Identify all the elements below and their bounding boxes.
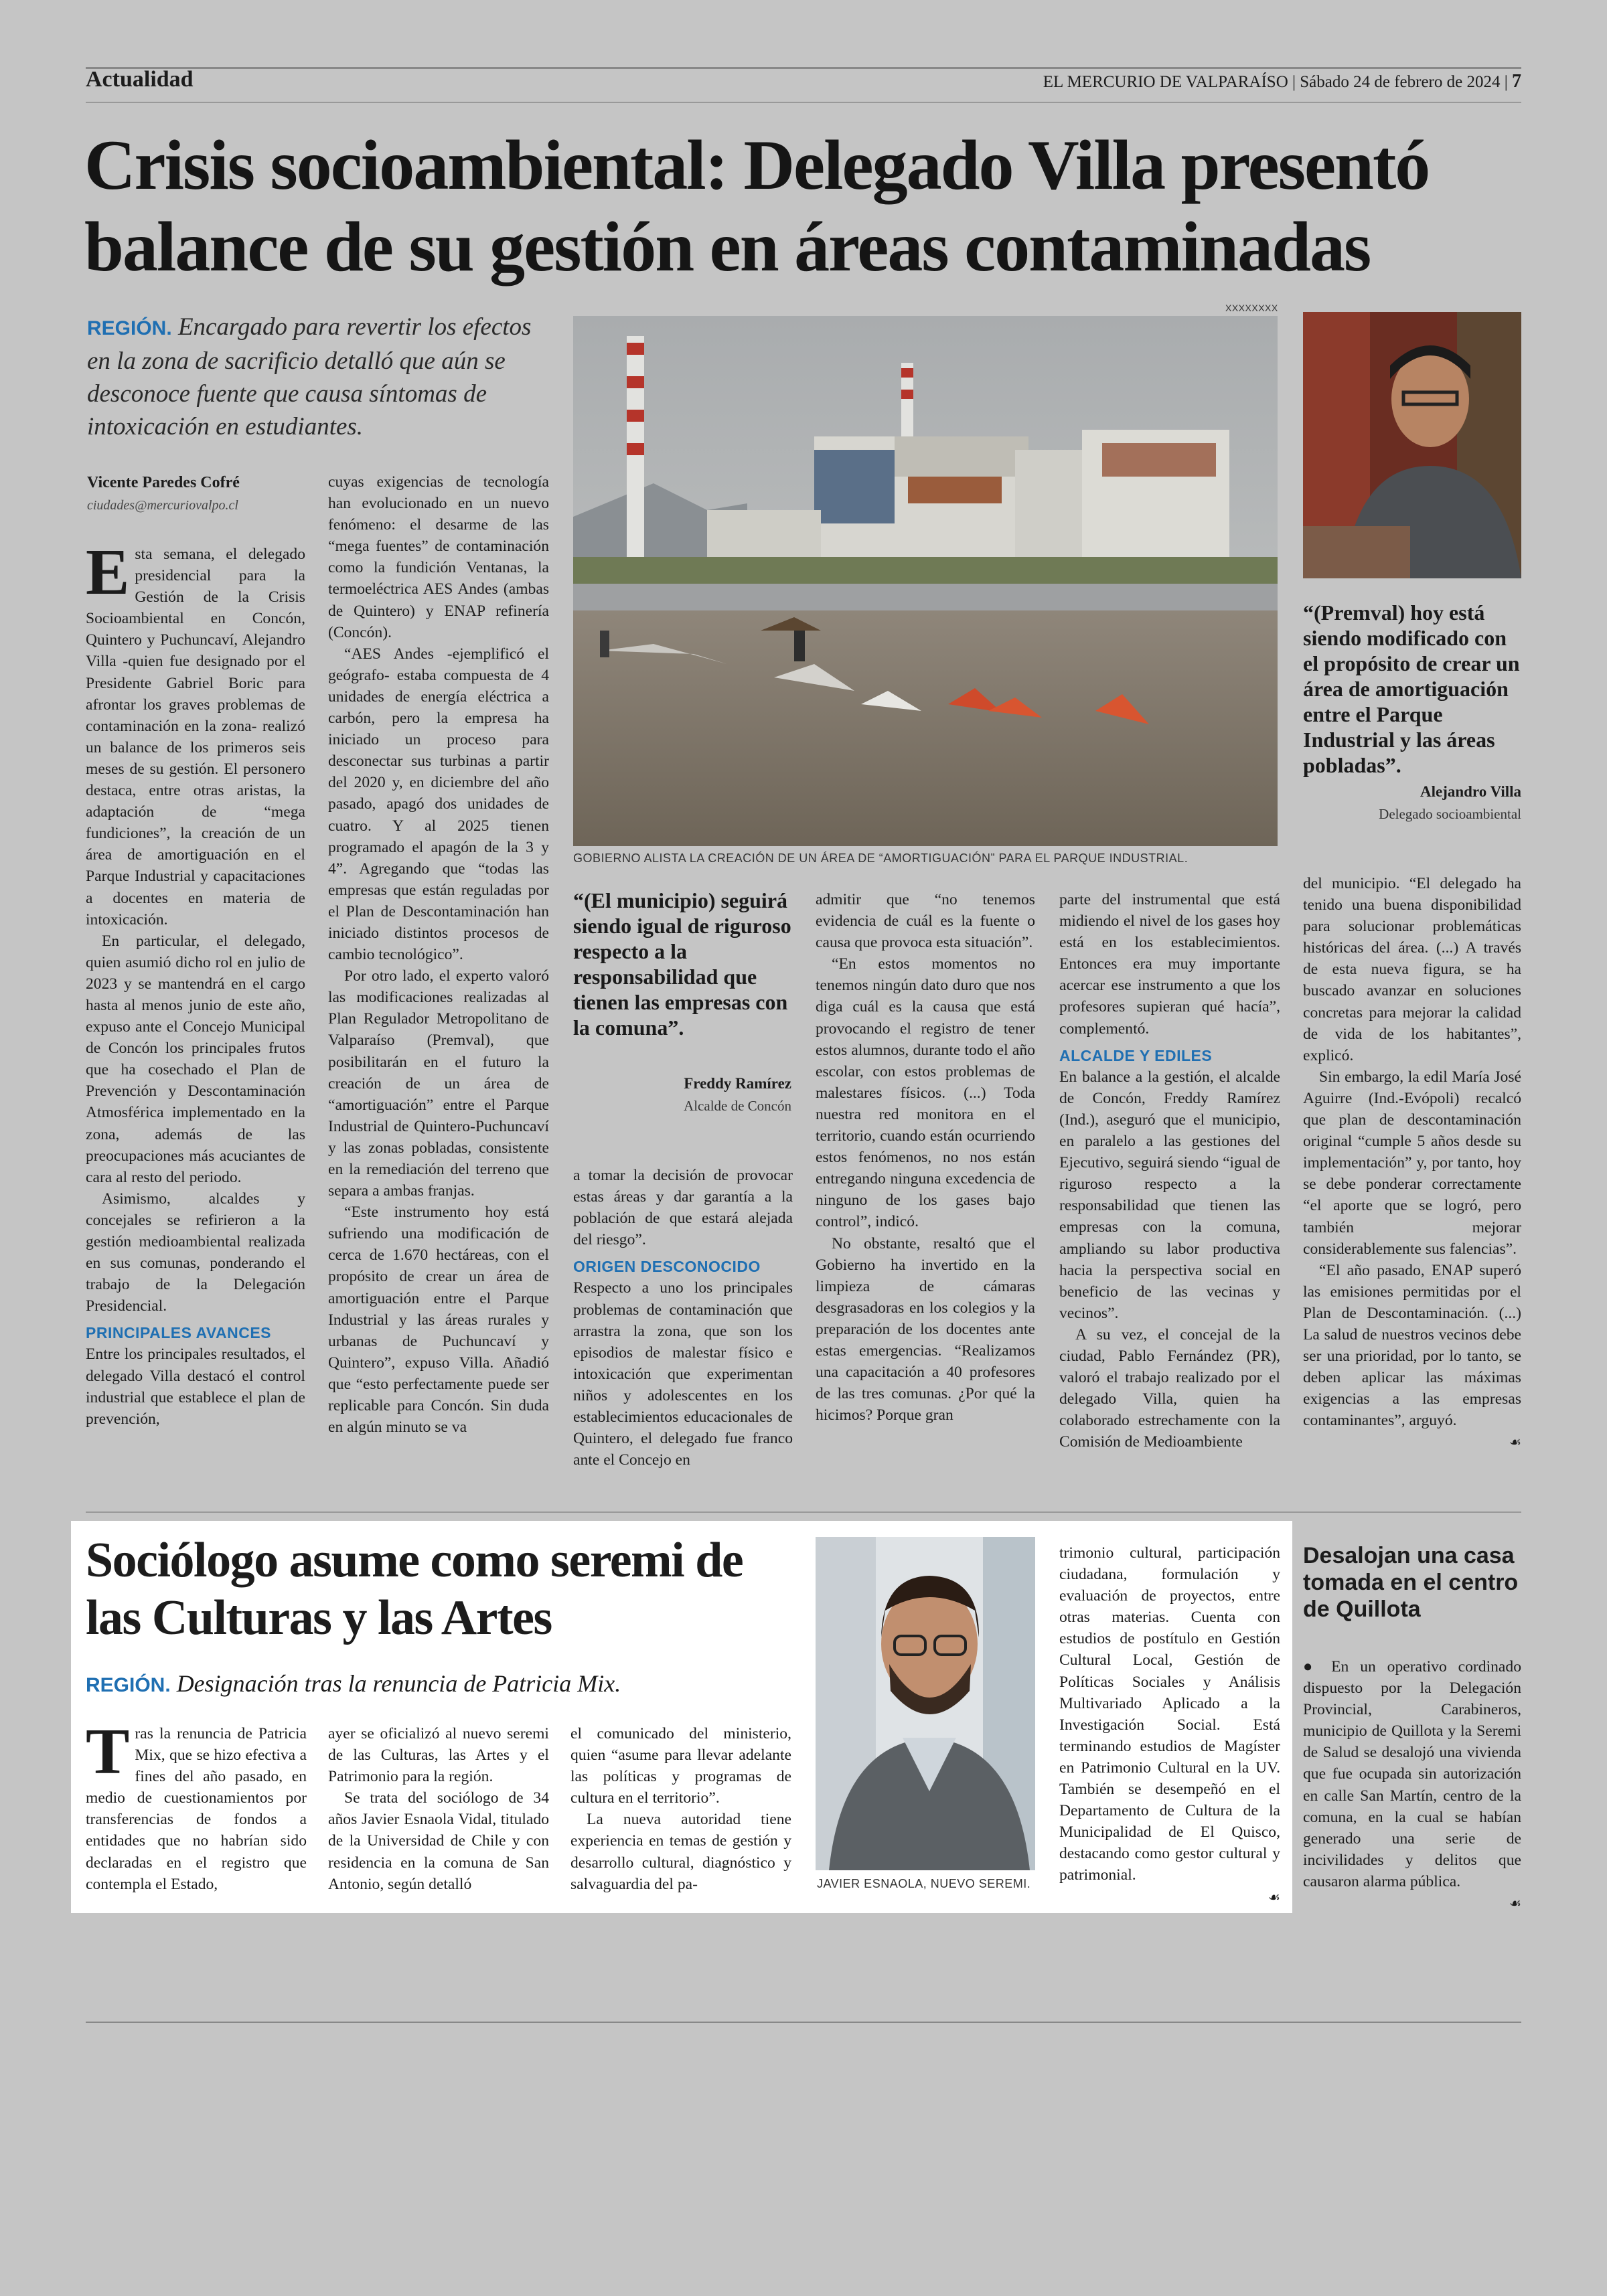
quillota-body: En un operativo cordinado dispuesto por la Delegación Provincial, Carabineros, municipio de Quillota y la Seremi de Salud se desalojó una vivienda que fue ocupada sin autorización en calle San Martín, centro de la comuna, en la cual se habían generado una serie de incivilidades y delitos que causaron alarma pública.	[1303, 1658, 1521, 1890]
article1-column-4	[816, 889, 1035, 1426]
col5-paragraph-2: En balance a la gestión, el alcalde de Concón, Freddy Ramírez (Ind.), aseguró que el municipio, en paralelo a las gestiones del Ejecutivo, seguirá siendo “igual de riguroso respecto a la responsabilidad que tienen las empresas con la comuna, ampliando su labor productiva hacia la perspectiva social en beneficio de las vecinas y vecinos”.	[1059, 1068, 1280, 1322]
col6-paragraph-1: del municipio. “El delegado ha tenido una buena disponibilidad para solucionar problemáticas históricas del área. (...) A través de esta nueva figura, se ha buscado avanzar en soluciones concretas para mejorar la calidad de vida de los habitantes”, explicó.	[1303, 875, 1521, 1064]
col6-paragraph-3: “El año pasado, ENAP superó las emisiones permitidas por el Plan de Descontaminación. (...) La salud de nuestros vecinos debe ser una prioridad, por lo tanto, se deben aplicar las máximas exigencias a las empresas contaminantes”, arguyó.	[1303, 1261, 1521, 1430]
quillota-column	[1303, 1656, 1521, 1914]
col1-paragraph-4: Entre los principales resultados, el delegado Villa destacó el control industrial que establece el plan de prevención,	[86, 1345, 305, 1428]
page-number: 7	[1512, 71, 1521, 92]
subhead-alcalde-y-ediles: ALCALDE Y EDILES	[1059, 1046, 1213, 1064]
bottom-rule	[86, 2022, 1521, 2023]
villa-quote-role: Delegado socioambiental	[1379, 806, 1521, 822]
col2-paragraph-2: “AES Andes -ejemplificó el geógrafo- estaba compuesta de 4 unidades de energía eléctrica a carbón, pero la empresa ha iniciado un proceso para desconectar sus turbinas a partir del 2020 y, en diciembre del año pasado, apagó dos unidades de cuatro. Y al 2025 tienen programado el apagón de la 3 y 4”. Agregando que “todas las empresas que están reguladas por el Plan de Descontaminación han iniciado distintos procesos de cambio tecnológico”.	[328, 645, 549, 964]
culture-col2-text-b: Se trata del sociólogo de 34 años Javier Esnaola Vidal, titulado de la Universidad de Chile y con residencia en la comuna de San Antonio, según detalló	[328, 1789, 549, 1893]
quillota-headline: Desalojan una casa tomada en el centro de Quillota	[1303, 1543, 1519, 1622]
culture-col3-text-a: el comunicado del ministerio, quien “asume para llevar adelante las políticas y programas de cultura en el territorio”.	[570, 1725, 791, 1807]
culture-col1-text: Tras la renuncia de Patricia Mix, que se hizo efectiva a fines del año pasado, en medio de cuestionamientos por transferencias de fondos a entidades que no habrían sido declaradas en el registro que contempla el Estado,	[86, 1716, 307, 1893]
article1-column-1	[86, 536, 305, 1430]
col2-paragraph-3: Por otro lado, el experto valoró las modificaciones realizadas al Plan Regulador Metropolitano de Valparaíso (Premval), que posibilitarán en el futuro la creación de un área de “amortiguación” entre el Parque Industrial de Quintero-Puchuncaví y las zonas pobladas, consistente en la remediación del terreno que separa a ambas franjas.	[328, 967, 549, 1200]
col1-paragraph-2: En particular, el delegado, quien asumió dicho rol en julio de 2023 y se mantendrá en el cargo hasta al menos junio de este año, expuso ante el Concejo Municipal de Concón los principales frutos que ha cosechado el Plan de Prevención y Descontaminación Atmosférica implementado en la zona, además de las preocupaciones más acuciantes de cara al resto del periodo.	[86, 932, 305, 1186]
byline-email: ciudades@mercuriovalpo.cl	[87, 498, 238, 513]
culture-col3-text-b: La nueva autoridad tiene experiencia en temas de gestión y desarrollo cultural, diagnóstico y salvaguardia del pa-	[570, 1811, 791, 1893]
article-separator	[86, 1511, 1521, 1513]
article1-column-5	[1059, 889, 1280, 1453]
col4-paragraph-1: admitir que “no tenemos evidencia de cuál es la fuente o causa que provoca esta situación”.	[816, 891, 1035, 952]
culture-column-1	[86, 1716, 307, 1895]
masthead: EL MERCURIO DE VALPARAÍSO | Sábado 24 de febrero de 2024 | 7	[1043, 71, 1521, 92]
col5-paragraph-3: A su vez, el concejal de la ciudad, Pablo Fernández (PR), valoró el trabajo realizado por el delegado Villa, quien ha colaborado estrechamente con la Comisión de Medioambiente	[1059, 1325, 1280, 1451]
article1-end-mark: ☙	[1509, 1434, 1521, 1451]
culture-column-2	[328, 1723, 549, 1895]
col2-paragraph-4: “Este instrumento hoy está sufriendo una modificación de cerca de 1.670 hectáreas, con el propósito de crear un área de amortiguación entre el Parque Industrial y las áreas rurales y urbanas de Puchuncaví y Quintero”, expuso Villa. Añadió que “esto perfectamente puede ser replicable para Concón. Sin duda en algún minuto se va	[328, 1204, 549, 1437]
culture-column-3	[570, 1723, 791, 1895]
javier-esnaola-photo	[816, 1537, 1035, 1870]
ramirez-quote-name: Freddy Ramírez	[684, 1075, 791, 1092]
main-photo-caption: GOBIERNO ALISTA LA CREACIÓN DE UN ÁREA DE “AMORTIGUACIÓN” PARA EL PARQUE INDUSTRIAL.	[573, 851, 1189, 865]
industrial-park-illustration	[573, 316, 1278, 846]
culture-column-4	[1059, 1542, 1280, 1908]
article1-column-2	[328, 471, 549, 1438]
header-bottom-rule	[86, 102, 1521, 103]
section-label: Actualidad	[86, 67, 194, 92]
main-deck-text: Encargado para revertir los efectos en la zona de sacrificio detalló que aún se desconoce fuente que causa síntomas de intoxicación en estudiantes.	[87, 313, 532, 440]
article3-end-mark: ☙	[1509, 1895, 1521, 1912]
publication-name: EL MERCURIO DE VALPARAÍSO	[1043, 73, 1288, 91]
main-headline: Crisis socioambiental: Delegado Villa presentó balance de su gestión en áreas contaminadas	[84, 126, 1430, 286]
article1-column-3	[573, 1165, 793, 1471]
col3-paragraph-1: a tomar la decisión de provocar estas áreas y dar garantía a la población de que estará alejada del riesgo”.	[573, 1167, 793, 1249]
photo-credit: XXXXXXXX	[1225, 303, 1278, 313]
portrait-illustration	[1303, 312, 1521, 578]
culture-col4-text: trimonio cultural, participación ciudadana, formulación y evaluación de proyectos, entre otras materias. Cuenta con estudios de postítulo en Gestión Cultural Local, Gestión de Políticas Sociales y Análisis Multivariado Aplicado a la Investigación Social. Está terminando estudios de Magíster en Patrimonio Cultural en la UV. También se desempeñó en el Departamento de Cultura de la Municipalidad de El Quisco, destacando como gestor cultural y patrimonial.	[1059, 1544, 1280, 1884]
col6-paragraph-2: Sin embargo, la edil María José Aguirre (Ind.-Evópoli) recalcó que plan de descontaminación original “cumple 5 años desde su implementación” y, por tanto, hoy se debe ponderar correctamente “el aporte que se logró, pero también mejorar considerablemente sus falencias”.	[1303, 1068, 1521, 1258]
culture-deck-text: Designación tras la renuncia de Patricia Mix.	[176, 1670, 621, 1697]
col3-paragraph-2: Respecto a uno los principales problemas de contaminación que arrastra la zona, que son los episodios de malestar físico e intoxicación que experimentan niños y adolescentes en los establecimientos educacionales de Quintero, el delegado fue franco ante el Concejo en	[573, 1279, 793, 1469]
quillota-text	[1303, 1656, 1521, 1892]
culture-kicker: REGIÓN.	[86, 1674, 171, 1696]
alejandro-villa-photo	[1303, 312, 1521, 578]
col2-paragraph-1: cuyas exigencias de tecnología han evolucionado en un nuevo fenómeno: el desarme de las “mega fuentes” de contaminación como la fundición Ventanas, la termoeléctrica AES Andes (ambas de Quintero) y ENAP refinería (Concón).	[328, 473, 549, 641]
byline: Vicente Paredes Cofré	[87, 474, 240, 491]
culture-headline: Sociólogo asume como seremi de las Culturas y las Artes	[86, 1533, 743, 1645]
ramirez-quote: “(El municipio) seguirá siendo igual de riguroso respecto a la responsabilidad que tienen las empresas con la comuna”.	[573, 888, 791, 1040]
villa-quote-name: Alejandro Villa	[1420, 783, 1521, 800]
ramirez-quote-role: Alcalde de Concón	[684, 1098, 791, 1114]
col4-paragraph-2: “En estos momentos no tenemos ningún dato duro que nos diga cuál es la causa que está provocando el registro de tener estos alumnos, durante todo el año escolar, con estos problemas de malestares físicos. (...) Toda nuestra red monitora en el territorio, cuando están ocurriendo estos fenómenos, no nos están entregando ninguna excedencia de ninguno de los gases bajo control”, indicó.	[816, 955, 1035, 1231]
article1-column-6	[1303, 873, 1521, 1453]
seremi-photo-caption: JAVIER ESNAOLA, NUEVO SEREMI.	[817, 1877, 1031, 1890]
article2-end-mark: ☙	[1268, 1888, 1280, 1905]
subhead-principales-avances: PRINCIPALES AVANCES	[86, 1324, 272, 1342]
header-top-rule	[86, 67, 1521, 69]
col1-paragraph-1: Esta semana, el delegado presidencial para la Gestión de la Crisis Socioambiental en Concón, Quintero y Puchuncaví, Alejandro Villa -quien fue designado por el Presidente Gabriel Boric para afrontar los graves problemas de contaminación en la zona- realizó un balance de los primeros seis meses de su gestión. El personero destaca, entre otras aristas, la adaptación de “mega fundiciones”, la creación de un área de amortiguación en el Parque Industrial y capacitaciones a docentes en materia de intoxicación.	[86, 536, 305, 928]
main-deck	[87, 311, 556, 443]
seremi-portrait-illustration	[816, 1537, 1035, 1870]
culture-col2-text-a: ayer se oficializó al nuevo seremi de las Culturas, las Artes y el Patrimonio para la región.	[328, 1725, 549, 1786]
col1-paragraph-3: Asimismo, alcaldes y concejales se refirieron a la gestión medioambiental realizada en sus comunas, ponderando el trabajo de la Delegación Presidencial.	[86, 1190, 305, 1315]
col5-paragraph-1: parte del instrumental que está midiendo el nivel de los gases hoy está en los establecimientos. Entonces era muy importante acercar ese instrumento a que los profesores supieran qué hacía”, complementó.	[1059, 891, 1280, 1038]
bullet-icon: ●	[1303, 1658, 1320, 1675]
culture-deck	[86, 1669, 621, 1698]
industrial-park-photo	[573, 316, 1278, 846]
main-kicker: REGIÓN.	[87, 317, 172, 339]
villa-quote: “(Premval) hoy está siendo modificado con el propósito de crear un área de amortiguación entre el Parque Industrial y las áreas pobladas”.	[1303, 600, 1520, 777]
subhead-origen-desconocido: ORIGEN DESCONOCIDO	[573, 1258, 761, 1276]
publication-date: Sábado 24 de febrero de 2024	[1300, 73, 1501, 91]
col4-paragraph-3: No obstante, resaltó que el Gobierno ha invertido en la limpieza de cámaras desgrasadoras en los colegios y la preparación de los docentes ante estas emergencias. “Realizamos una capacitación a 40 profesores de las tres comunas. ¿Por qué la hicimos? Porque gran	[816, 1234, 1035, 1424]
